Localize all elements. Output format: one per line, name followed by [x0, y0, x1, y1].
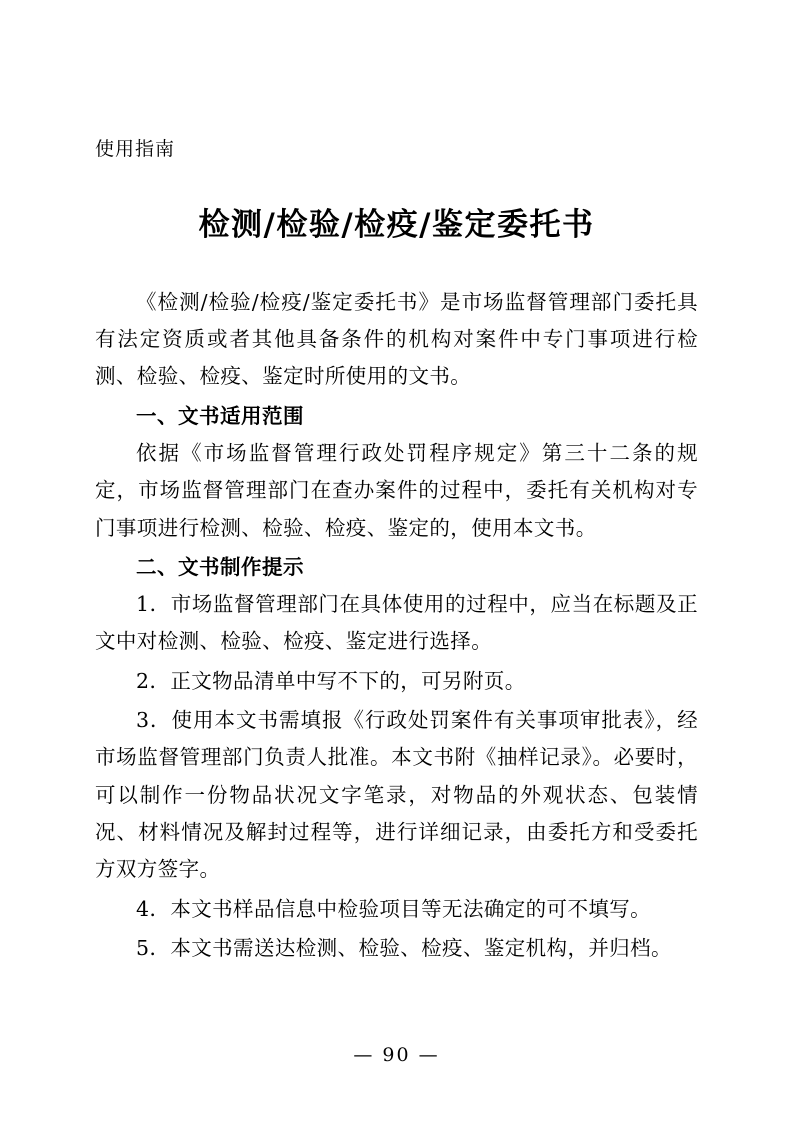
section-heading-tips: 二、文书制作提示	[136, 554, 304, 579]
section-scope-paragraph-1: 依据《市场监督管理行政处罚程序规定》第三十二条的规定，市场监督管理部门在查办案件的过程中，委托有关机构对专门事项进行检测、检验、检疫、鉴定的，使用本文书。	[95, 440, 698, 540]
page-title: 检测/检验/检疫/鉴定委托书	[198, 206, 595, 243]
section-tips-paragraph-5: 5．本文书需送达检测、检验、检疫、鉴定机构，并归档。	[136, 935, 672, 960]
section-tips-paragraph-3: 3．使用本文书需填报《行政处罚案件有关事项审批表》，经市场监督管理部门负责人批准。本文书附《抽样记录》。必要时，可以制作一份物品状况文字笔录，对物品的外观状态、包装情况、材料情况及解封过程等，进行详细记录，由委托方和受委托方双方签字。	[95, 708, 698, 882]
intro-paragraph: 《检测/检验/检疫/鉴定委托书》是市场监督管理部门委托具有法定资质或者其他具备条件的机构对案件中专门事项进行检测、检验、检疫、鉴定时所使用的文书。	[95, 289, 698, 389]
page-number: — 90 —	[353, 1044, 440, 1066]
section-tips-paragraph-1: 1．市场监督管理部门在具体使用的过程中，应当在标题及正文中对检测、检验、检疫、鉴定进行选择。	[95, 592, 698, 654]
header-note: 使用指南	[95, 138, 176, 160]
section-heading-scope: 一、文书适用范围	[136, 403, 304, 428]
section-tips-paragraph-4: 4．本文书样品信息中检验项目等无法确定的可不填写。	[136, 896, 652, 921]
section-tips-paragraph-2: 2．正文物品清单中写不下的，可另附页。	[136, 668, 526, 693]
